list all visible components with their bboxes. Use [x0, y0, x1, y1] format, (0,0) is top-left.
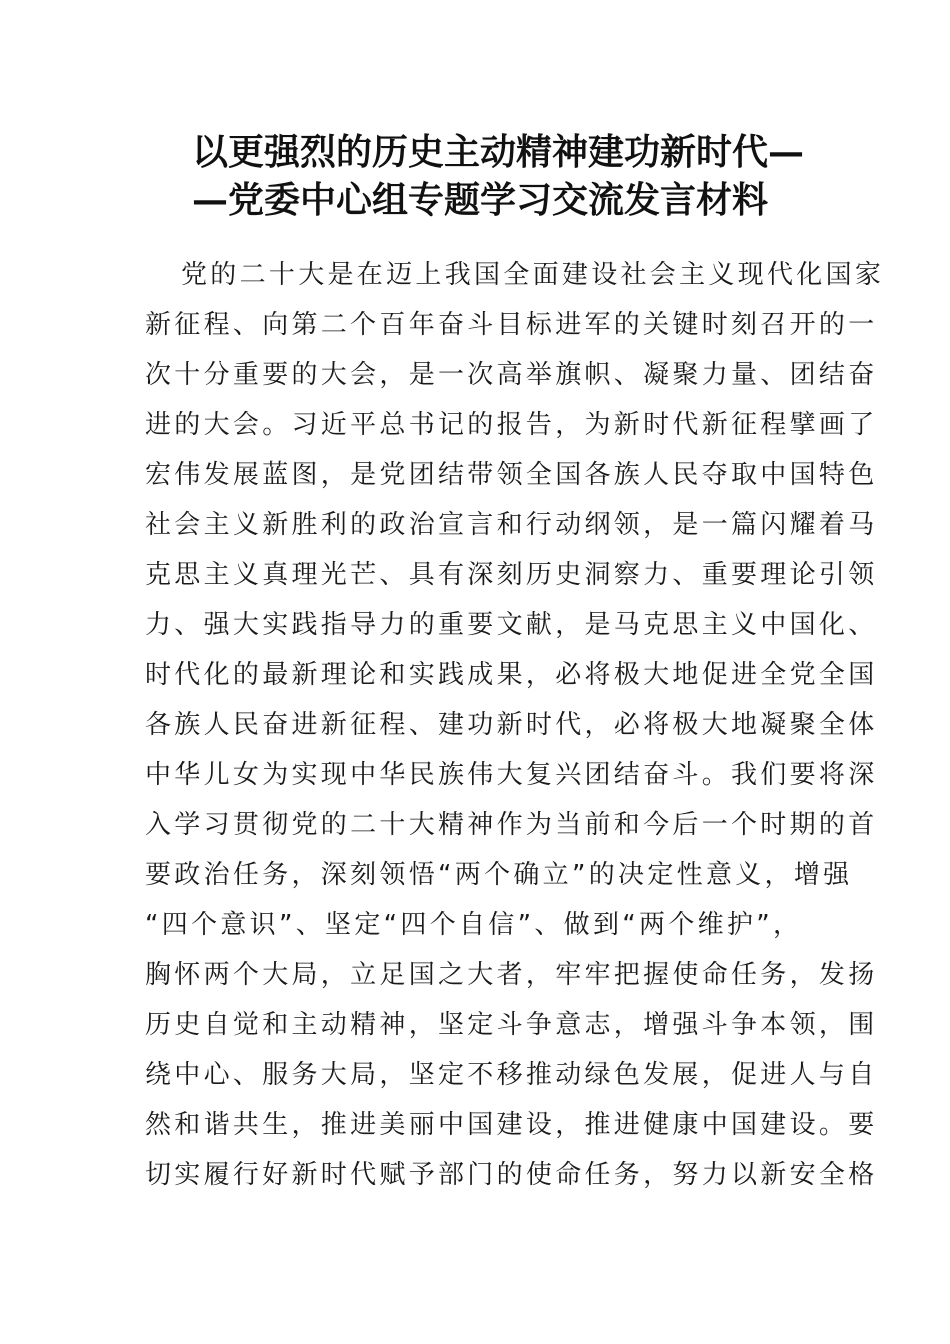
body-line-3: 次十分重要的大会，是一次高举旗帜、凝聚力量、团结奋: [145, 360, 878, 390]
body-line-6: 社会主义新胜利的政治宣言和行动纲领，是一篇闪耀着马: [145, 510, 878, 540]
body-line-18: 然和谐共生，推进美丽中国建设，推进健康中国建设。要: [145, 1110, 878, 1140]
body-line-7: 克思主义真理光芒、具有深刻历史洞察力、重要理论引领: [145, 560, 878, 590]
title-line-2: —党委中心组专题学习交流发言材料: [192, 179, 769, 221]
body-line-2: 新征程、向第二个百年奋斗目标进军的关键时刻召开的一: [145, 310, 878, 340]
body-line-16: 历史自觉和主动精神，坚定斗争意志，增强斗争本领，围: [145, 1010, 878, 1040]
body-line-8: 力、强大实践指导力的重要文献，是马克思主义中国化、: [145, 610, 878, 640]
body-line-13: 要政治任务，深刻领悟“两个确立”的决定性意义，增强: [145, 860, 853, 890]
body-line-17: 绕中心、服务大局，坚定不移推动绿色发展，促进人与自: [145, 1060, 878, 1090]
body-line-1: 党的二十大是在迈上我国全面建设社会主义现代化国家: [181, 260, 885, 290]
body-line-5: 宏伟发展蓝图，是党团结带领全国各族人民夺取中国特色: [145, 460, 878, 490]
body-line-12: 入学习贯彻党的二十大精神作为当前和今后一个时期的首: [145, 810, 878, 840]
body-line-9: 时代化的最新理论和实践成果，必将极大地促进全党全国: [145, 660, 878, 690]
body-line-11: 中华儿女为实现中华民族伟大复兴团结奋斗。我们要将深: [145, 760, 878, 790]
body-line-10: 各族人民奋进新征程、建功新时代，必将极大地凝聚全体: [145, 710, 878, 740]
body-line-19: 切实履行好新时代赋予部门的使命任务，努力以新安全格: [145, 1160, 878, 1190]
body-paragraph: [145, 250, 885, 1200]
body-line-4: 进的大会。习近平总书记的报告，为新时代新征程擘画了: [145, 410, 878, 440]
body-line-15: 胸怀两个大局，立足国之大者，牢牢把握使命任务，发扬: [145, 960, 878, 990]
title-line-1: 以更强烈的历史主动精神建功新时代—: [192, 131, 805, 173]
body-line-14: “四个意识”、坚定“四个自信”、做到“两个维护”，: [145, 910, 803, 940]
document-title: [140, 128, 820, 224]
